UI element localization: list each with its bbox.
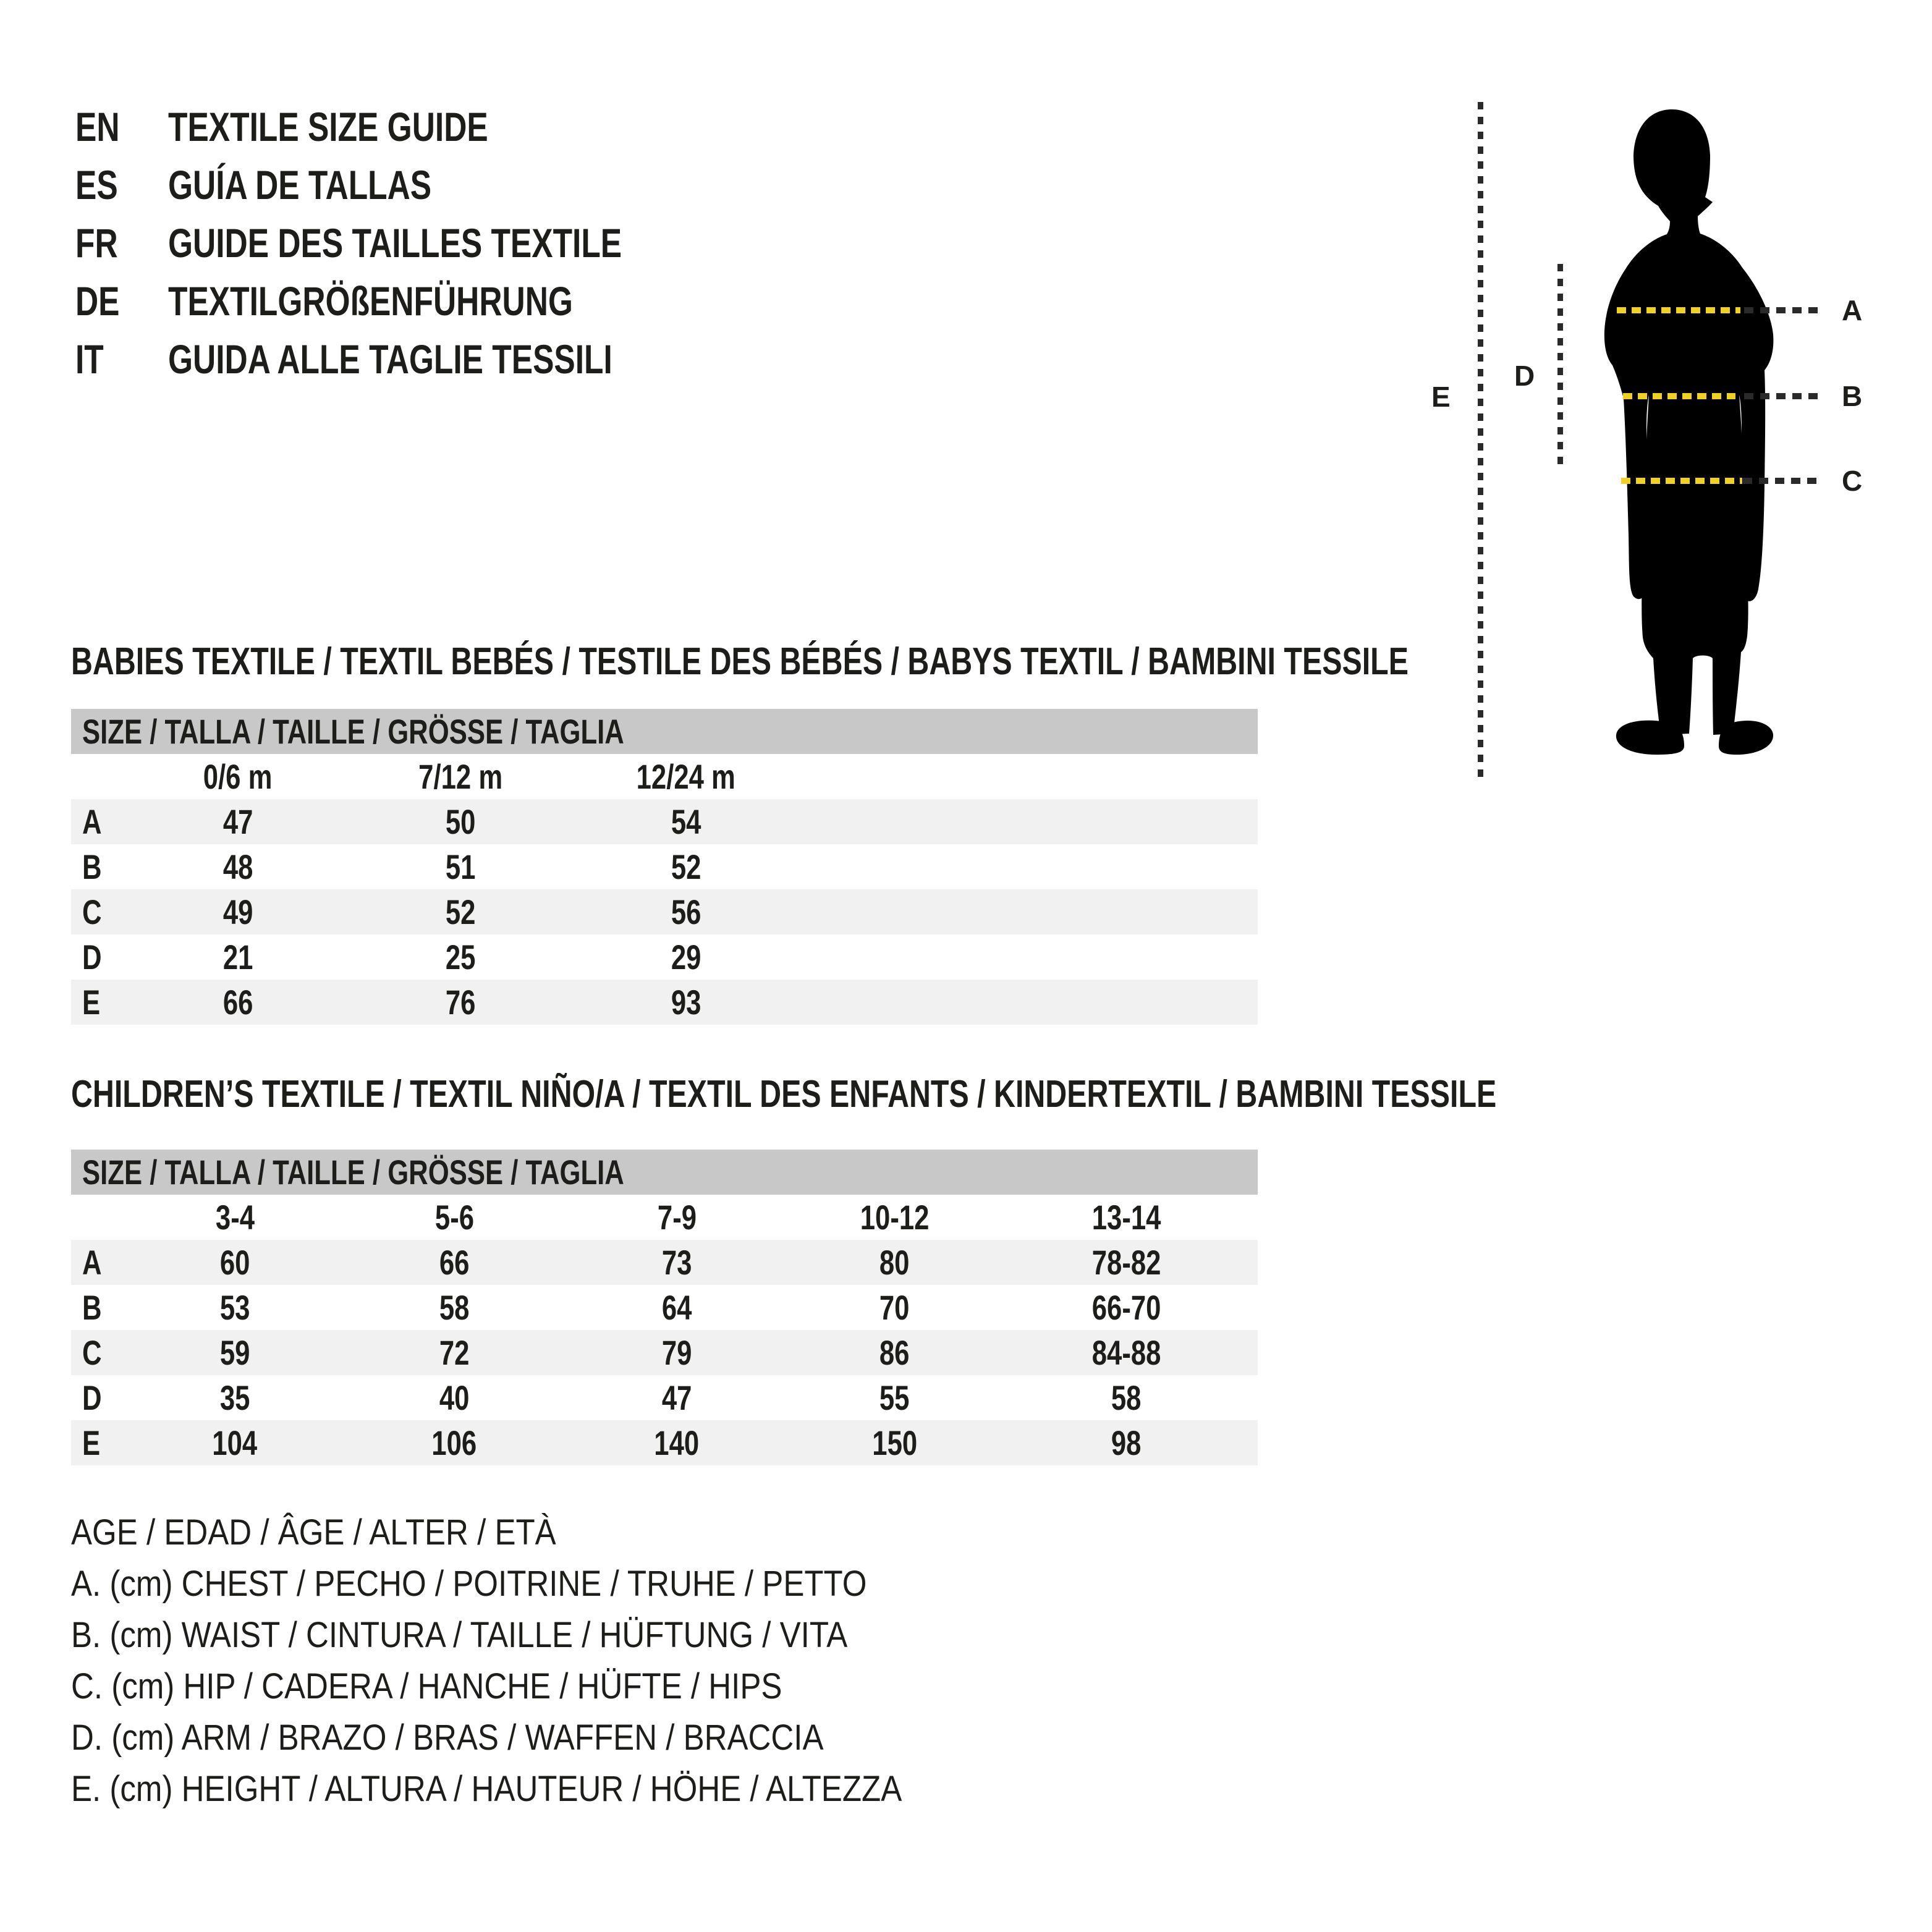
children-section-title — [71, 1075, 1899, 1114]
row-label — [71, 980, 127, 1025]
language-label — [168, 214, 750, 272]
size-cell — [127, 844, 349, 889]
size-cell — [127, 980, 349, 1025]
size-cell — [566, 1420, 788, 1465]
size-cell-text: 47 — [222, 802, 253, 841]
column-header — [1001, 1195, 1252, 1240]
chest-line-a-leader — [1744, 307, 1820, 313]
size-cell-text: 53 — [219, 1288, 250, 1327]
row-filler — [800, 934, 1258, 980]
language-label-text: TEXTILE SIZE GUIDE — [168, 104, 488, 150]
size-cell — [349, 844, 572, 889]
size-cell-text: 51 — [445, 847, 476, 886]
waist-line-b-yellow — [1623, 393, 1735, 399]
language-label — [168, 98, 578, 156]
row-label-text: D — [82, 1378, 102, 1417]
row-label-text: B — [82, 847, 102, 886]
marker-c: C — [1842, 465, 1863, 497]
size-cell — [349, 934, 572, 980]
size-cell-text: 21 — [222, 938, 253, 977]
language-code-text: FR — [75, 220, 118, 266]
size-cell — [127, 1285, 343, 1330]
language-code — [75, 330, 112, 388]
row-label-text: E — [82, 1423, 101, 1462]
size-cell — [1001, 1375, 1252, 1420]
column-header — [572, 754, 800, 799]
size-cell — [572, 934, 800, 980]
legend-line — [71, 1661, 1015, 1712]
size-cell-text: 93 — [671, 983, 701, 1022]
size-cell — [566, 1285, 788, 1330]
size-cell-text: 60 — [219, 1243, 250, 1282]
children-title-text: CHILDREN’S TEXTILE / TEXTIL NIÑO/A / TEXTIL DES ENFANTS / KINDERTEXTIL / BAMBINI TESSILE — [71, 1073, 1497, 1116]
row-label — [71, 799, 127, 844]
table-row — [71, 799, 1258, 844]
children-column-header-row — [71, 1195, 1258, 1240]
column-header — [566, 1195, 788, 1240]
legend-line — [71, 1507, 1015, 1558]
size-cell — [127, 1420, 343, 1465]
legend-line — [71, 1712, 1015, 1763]
language-label-text: GUIDA ALLE TAGLIE TESSILI — [168, 336, 612, 382]
size-cell-text: 80 — [879, 1243, 910, 1282]
size-cell-text: 84-88 — [1091, 1333, 1161, 1372]
row-label — [71, 1420, 127, 1465]
size-cell — [343, 1420, 566, 1465]
size-cell — [1001, 1330, 1252, 1375]
size-cell — [127, 1375, 343, 1420]
row-label — [71, 1240, 127, 1285]
size-cell-text: 150 — [872, 1423, 917, 1462]
babies-column-header-row — [71, 754, 1258, 799]
size-cell-text: 66 — [439, 1243, 470, 1282]
size-cell-text: 72 — [439, 1333, 470, 1372]
size-cell — [788, 1375, 1001, 1420]
size-cell — [349, 889, 572, 934]
size-cell — [566, 1375, 788, 1420]
legend-line — [71, 1763, 1015, 1815]
language-code — [75, 156, 130, 214]
size-cell — [566, 1240, 788, 1285]
size-cell-text: 64 — [661, 1288, 692, 1327]
legend-line — [71, 1558, 1015, 1609]
size-cell — [127, 889, 349, 934]
column-header-text: 5-6 — [434, 1198, 474, 1237]
size-cell-text: 47 — [661, 1378, 692, 1417]
row-label-text: E — [82, 983, 101, 1022]
legend-line — [71, 1609, 1015, 1661]
size-cell — [566, 1330, 788, 1375]
waist-line-b-leader — [1744, 393, 1820, 399]
column-header-filler — [800, 754, 1258, 799]
language-label-text: TEXTILGRÖßENFÜHRUNG — [168, 278, 573, 324]
size-cell-text: 49 — [222, 892, 253, 931]
row-label — [71, 934, 127, 980]
column-header-text: 12/24 m — [636, 757, 736, 796]
size-cell-text: 52 — [671, 847, 701, 886]
size-cell — [1001, 1420, 1252, 1465]
size-cell — [572, 844, 800, 889]
row-label-text: B — [82, 1288, 102, 1327]
hip-line-c-leader — [1743, 478, 1818, 484]
size-cell — [343, 1240, 566, 1285]
column-header-text: 13-14 — [1091, 1198, 1161, 1237]
size-cell — [127, 1330, 343, 1375]
size-cell — [343, 1375, 566, 1420]
row-label-text: A — [82, 1243, 102, 1282]
column-header-spacer — [71, 754, 127, 799]
size-cell — [343, 1285, 566, 1330]
table-row — [71, 934, 1258, 980]
legend-line-text: E. (cm) HEIGHT / ALTURA / HAUTEUR / HÖHE / ALTEZZA — [71, 1769, 902, 1809]
size-cell — [127, 1240, 343, 1285]
table-row — [71, 1330, 1258, 1375]
hip-line-c-yellow — [1621, 478, 1742, 484]
size-cell-text: 52 — [445, 892, 476, 931]
language-code — [75, 214, 130, 272]
left-shoe — [1616, 721, 1684, 755]
size-cell-text: 66 — [222, 983, 253, 1022]
right-shoe — [1719, 721, 1773, 755]
size-cell — [127, 934, 349, 980]
size-cell-text: 73 — [661, 1243, 692, 1282]
size-cell-text: 76 — [445, 983, 476, 1022]
language-label-text: GUIDE DES TAILLES TEXTILE — [168, 220, 622, 266]
size-cell-text: 104 — [212, 1423, 258, 1462]
size-cell-text: 106 — [431, 1423, 477, 1462]
size-cell-text: 86 — [879, 1333, 910, 1372]
language-code-text: DE — [75, 278, 120, 324]
size-cell-text: 98 — [1111, 1423, 1142, 1462]
size-cell — [572, 799, 800, 844]
marker-a: A — [1842, 294, 1863, 326]
size-cell-text: 29 — [671, 938, 701, 977]
column-header — [349, 754, 572, 799]
babies-section-title — [71, 640, 1786, 683]
table-row — [71, 980, 1258, 1025]
size-cell-text: 55 — [879, 1378, 910, 1417]
legend-line-text: AGE / EDAD / ÂGE / ALTER / ETÀ — [71, 1512, 556, 1553]
size-cell — [572, 980, 800, 1025]
babies-title-text: BABIES TEXTILE / TEXTIL BEBÉS / TESTILE DES BÉBÉS / BABYS TEXTIL / BAMBINI TESSILE — [71, 640, 1409, 683]
legend-line-text: D. (cm) ARM / BRAZO / BRAS / WAFFEN / BRACCIA — [71, 1718, 824, 1758]
marker-e: E — [1431, 381, 1451, 413]
height-measure-line-e — [1478, 102, 1483, 782]
children-table — [71, 1150, 1258, 1465]
column-header-text: 7/12 m — [418, 757, 502, 796]
size-cell — [1001, 1240, 1252, 1285]
legend-line-text: B. (cm) WAIST / CINTURA / TAILLE / HÜFTUNG / VITA — [71, 1615, 848, 1655]
size-cell — [349, 799, 572, 844]
row-label — [71, 889, 127, 934]
row-label — [71, 1330, 127, 1375]
table-row — [71, 889, 1258, 934]
language-code-text: IT — [75, 336, 104, 382]
size-cell — [572, 889, 800, 934]
size-cell-text: 35 — [219, 1378, 250, 1417]
language-label — [168, 156, 506, 214]
size-cell-text: 59 — [219, 1333, 250, 1372]
size-cell — [788, 1285, 1001, 1330]
chest-line-a-yellow — [1617, 307, 1740, 313]
size-cell-text: 40 — [439, 1378, 470, 1417]
language-code-text: EN — [75, 104, 120, 150]
size-cell — [788, 1420, 1001, 1465]
row-filler — [800, 889, 1258, 934]
size-cell-text: 58 — [1111, 1378, 1142, 1417]
size-cell — [343, 1330, 566, 1375]
table-row — [71, 1420, 1258, 1465]
table-row — [71, 1285, 1258, 1330]
column-header — [788, 1195, 1001, 1240]
measurement-legend — [71, 1507, 1015, 1815]
row-label-text: A — [82, 802, 102, 841]
row-filler — [800, 799, 1258, 844]
language-label — [168, 272, 687, 330]
table-row — [71, 1240, 1258, 1285]
column-header — [343, 1195, 566, 1240]
size-cell-text: 54 — [671, 802, 701, 841]
child-silhouette — [1591, 108, 1780, 763]
column-header-text: 0/6 m — [203, 757, 273, 796]
size-cell-text: 58 — [439, 1288, 470, 1327]
table-row — [71, 1375, 1258, 1420]
size-cell-text: 56 — [671, 892, 701, 931]
size-cell-text: 70 — [879, 1288, 910, 1327]
size-cell-text: 66-70 — [1091, 1288, 1161, 1327]
size-cell — [127, 799, 349, 844]
language-code — [75, 272, 132, 330]
size-cell — [788, 1330, 1001, 1375]
row-label — [71, 844, 127, 889]
language-label — [168, 330, 738, 388]
babies-table — [71, 709, 1258, 1025]
legend-line-text: A. (cm) CHEST / PECHO / POITRINE / TRUHE / PETTO — [71, 1564, 867, 1604]
column-header — [127, 754, 349, 799]
size-cell-text: 79 — [661, 1333, 692, 1372]
children-size-header-text: SIZE / TALLA / TAILLE / GRÖSSE / TAGLIA — [82, 1153, 624, 1192]
size-cell — [1001, 1285, 1252, 1330]
column-header-text: 10-12 — [860, 1198, 930, 1237]
size-cell-text: 25 — [445, 938, 476, 977]
language-code — [75, 98, 132, 156]
marker-d: D — [1514, 360, 1535, 392]
size-cell-text: 78-82 — [1091, 1243, 1161, 1282]
row-filler — [800, 980, 1258, 1025]
size-cell — [349, 980, 572, 1025]
row-label-text: C — [82, 1333, 102, 1372]
size-cell-text: 48 — [222, 847, 253, 886]
row-label — [71, 1285, 127, 1330]
size-cell-text: 140 — [654, 1423, 700, 1462]
children-size-header-bar — [71, 1150, 1258, 1195]
column-header-spacer — [71, 1195, 127, 1240]
marker-b: B — [1842, 380, 1863, 412]
column-header — [127, 1195, 343, 1240]
row-label-text: D — [82, 938, 102, 977]
row-label — [71, 1375, 127, 1420]
column-header-text: 7-9 — [657, 1198, 697, 1237]
legend-line-text: C. (cm) HIP / CADERA / HANCHE / HÜFTE / HIPS — [71, 1666, 782, 1706]
babies-size-header-text: SIZE / TALLA / TAILLE / GRÖSSE / TAGLIA — [82, 712, 624, 751]
babies-size-header-bar — [71, 709, 1258, 754]
language-code-text: ES — [75, 162, 118, 208]
column-header-text: 3-4 — [215, 1198, 255, 1237]
table-row — [71, 844, 1258, 889]
language-label-text: GUÍA DE TALLAS — [168, 162, 432, 208]
size-cell-text: 50 — [445, 802, 476, 841]
size-cell — [788, 1240, 1001, 1285]
row-filler — [800, 844, 1258, 889]
row-label-text: C — [82, 892, 102, 931]
arm-measure-line-d — [1557, 264, 1563, 470]
